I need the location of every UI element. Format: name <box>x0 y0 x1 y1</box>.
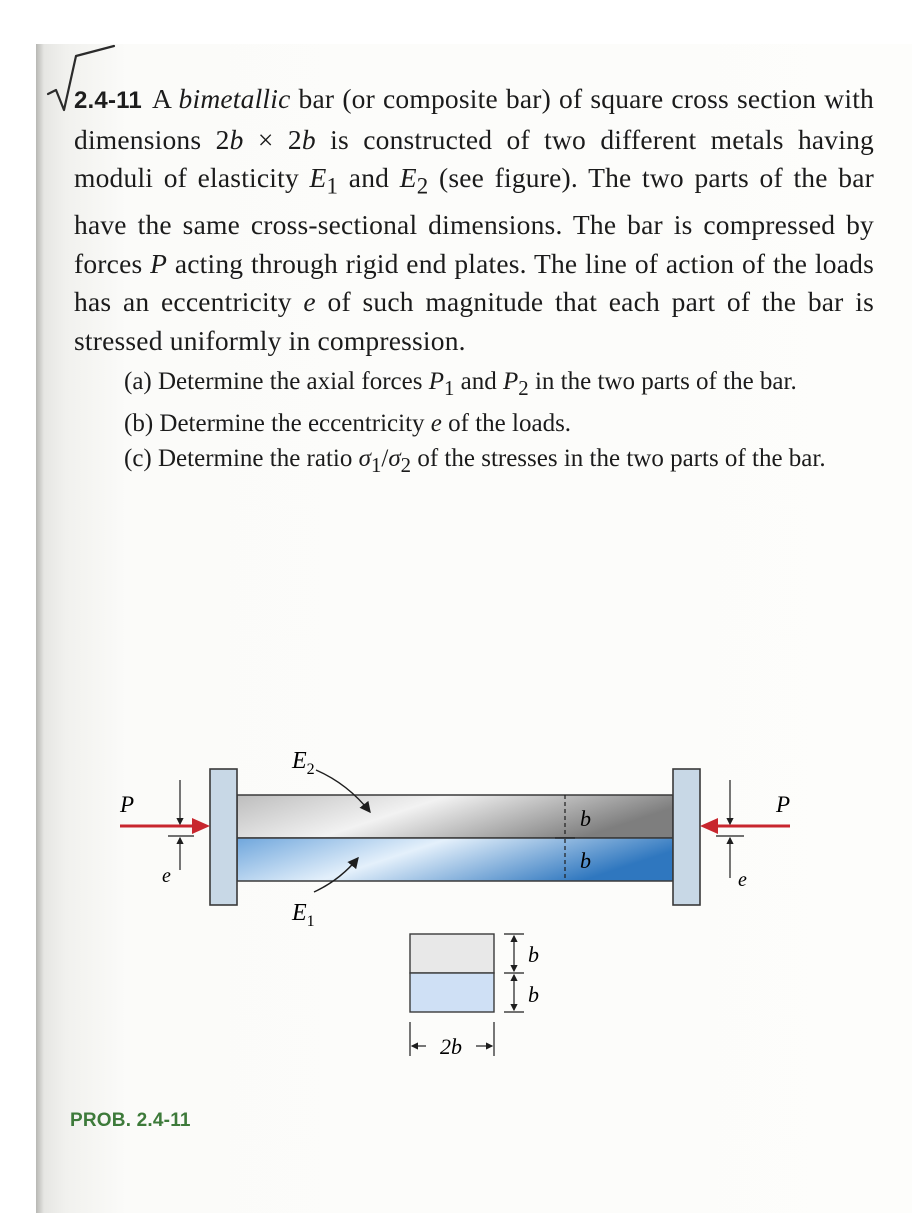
right-e-label: e <box>738 869 747 891</box>
left-end-plate <box>210 769 237 905</box>
right-end-plate <box>673 769 700 905</box>
part-c: (c) Determine the ratio $\sigma_1/\sigma_2$ of the stresses in the two parts of the bar. <box>124 445 826 477</box>
left-e-label: e <box>162 865 171 887</box>
cross-section-bottom <box>410 973 494 1012</box>
right-load-arrow <box>700 818 790 834</box>
page-binding-shadow <box>36 44 44 1213</box>
upper-b-label: b <box>580 806 591 831</box>
cross-section-height-dimensions <box>504 934 524 1012</box>
figure-caption: PROB. 2.4-11 <box>70 1110 191 1131</box>
cross-section-upper-b-label: b <box>528 942 539 967</box>
lower-b-label: b <box>580 848 591 873</box>
part-a: (a) Determine the axial forces $P_1$ and $P_2$ in the two parts of the bar. <box>124 368 797 400</box>
bimetallic-term: bimetallic <box>178 83 291 114</box>
problem-2-4-11 <box>74 80 874 483</box>
problem-statement: 2.4-11 A bimetallic bar (or composite bar) of square cross section with dimensions 2b × 2b is constructed of two different metals having moduli of elasticity $E_1$ and $E_2$ (see figure). The two parts of the bar have the same cross-sectional dimensions. The bar is compressed by forces P acting through rigid end plates. The line of action of the loads has an eccentricity e of such magnitude that each part of the bar is stressed uniformly in compression. <box>74 83 874 356</box>
right-p-label: P <box>776 792 791 817</box>
left-load-arrow <box>120 818 210 834</box>
e1-label: $E_1$ <box>292 900 315 930</box>
cross-section-width-label: 2b <box>440 1034 462 1059</box>
cross-section-top <box>410 934 494 973</box>
right-eccentricity-dimension <box>716 780 744 878</box>
e2-upper-bar <box>237 795 673 838</box>
left-p-label: P <box>120 792 135 817</box>
cross-section-lower-b-label: b <box>528 982 539 1007</box>
e2-label: $E_2$ <box>292 748 315 778</box>
problem-number: 2.4-11 <box>74 87 142 114</box>
part-b: (b) Determine the eccentricity e of the loads. <box>124 410 572 437</box>
bimetallic-bar-figure <box>100 740 800 1080</box>
e1-lower-bar <box>237 838 673 881</box>
